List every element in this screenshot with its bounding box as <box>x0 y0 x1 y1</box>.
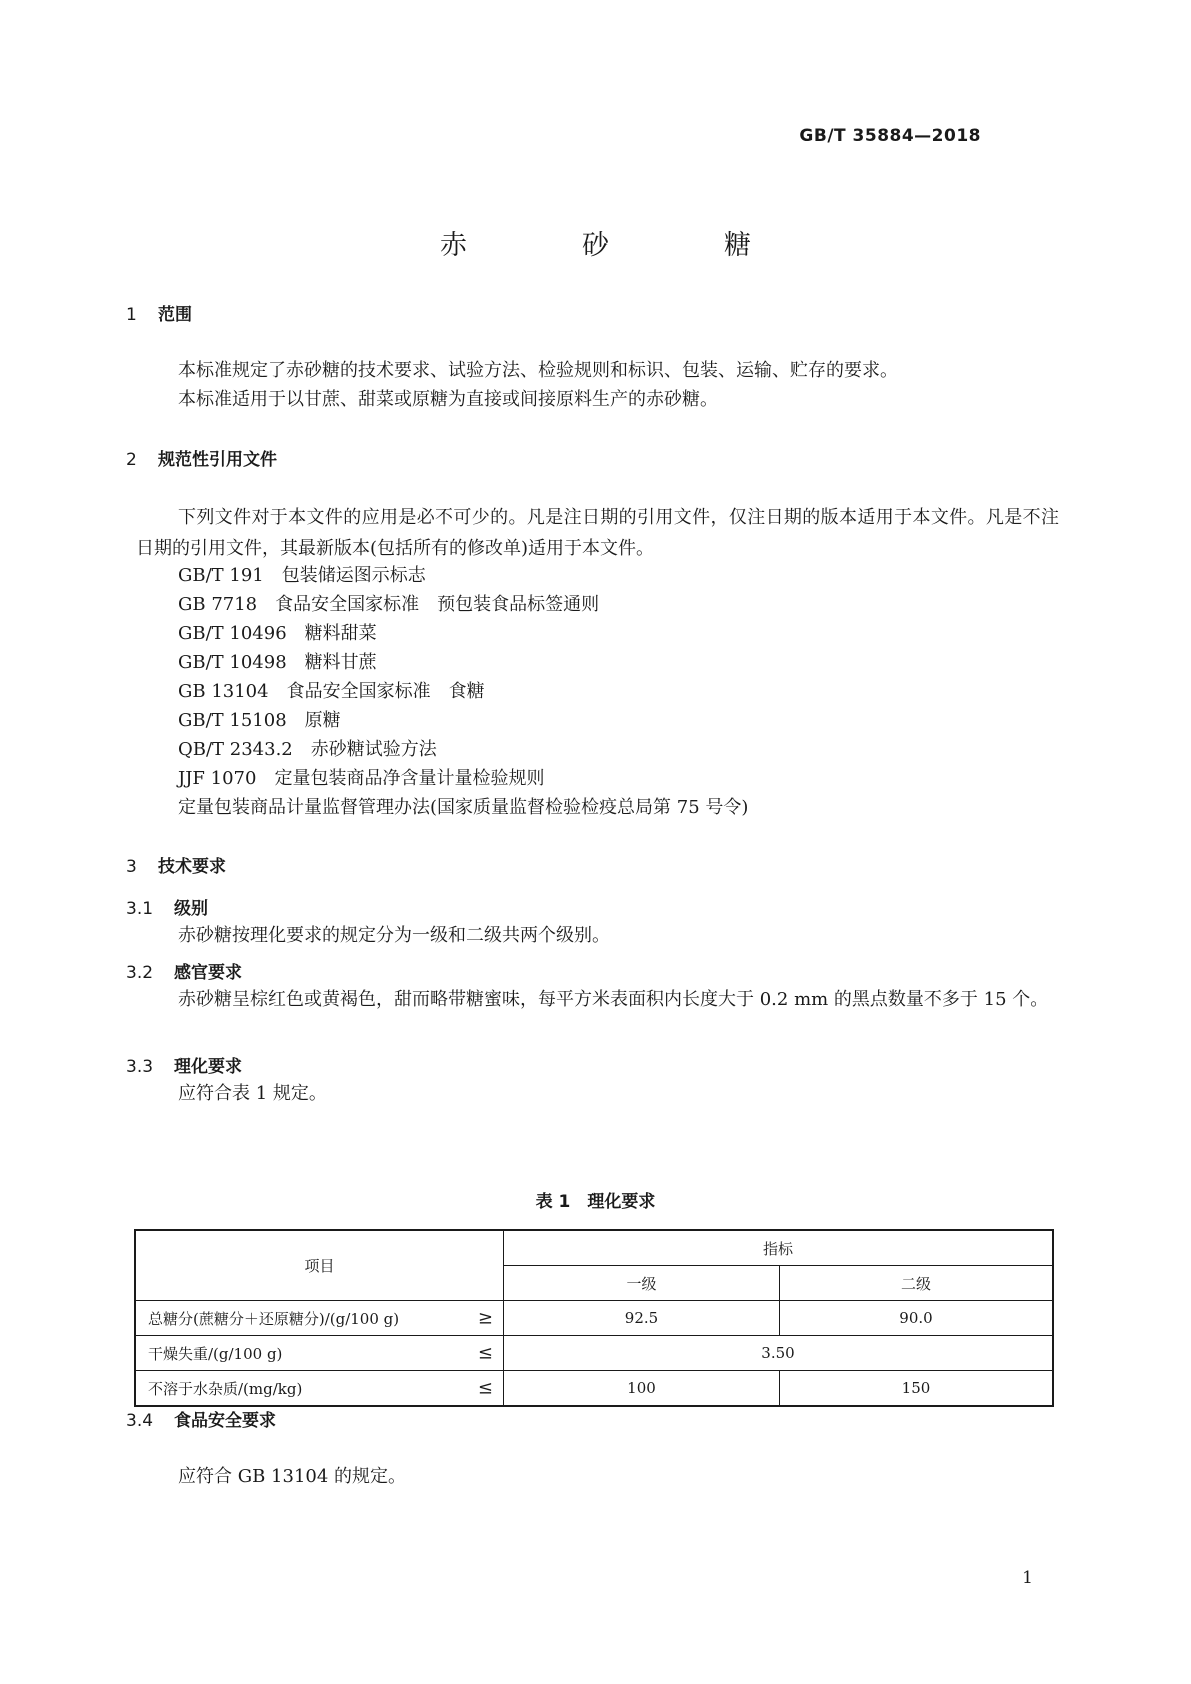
section-title: 技术要求 <box>158 857 226 877</box>
reference-item: GB 7718 食品安全国家标准 预包装食品标签通则 <box>178 594 600 615</box>
comparison-sign: ≤ <box>477 1377 493 1399</box>
header-grade-1: 一级 <box>504 1266 780 1301</box>
reference-item: GB/T 15108 原糖 <box>178 710 341 731</box>
physicochemical-table <box>134 1229 1054 1407</box>
subsection-3-1-heading <box>126 894 208 919</box>
section-number: 3.2 <box>126 963 154 983</box>
section-title: 规范性引用文件 <box>158 450 277 470</box>
row-item <box>135 1336 504 1371</box>
comparison-sign: ≥ <box>477 1307 493 1329</box>
row-item <box>135 1301 504 1336</box>
section-number: 2 <box>126 450 137 470</box>
paragraph: 赤砂糖呈棕红色或黄褐色，甜而略带糖蜜味，每平方米表面积内长度大于 0.2 mm 的黑点数量不多于 15 个。 <box>178 989 1049 1010</box>
item-label: 总糖分(蔗糖分＋还原糖分)/(g/100 g) <box>148 1309 400 1328</box>
document-title: 赤 砂 糖 <box>440 230 795 261</box>
reference-item: GB 13104 食品安全国家标准 食糖 <box>178 681 485 702</box>
reference-item: QB/T 2343.2 赤砂糖试验方法 <box>178 739 437 760</box>
comparison-sign: ≤ <box>477 1342 493 1364</box>
header-index: 指标 <box>504 1230 1054 1266</box>
item-label: 干燥失重/(g/100 g) <box>148 1344 283 1363</box>
paragraph: 应符合 GB 13104 的规定。 <box>178 1466 407 1487</box>
section-title: 食品安全要求 <box>174 1411 276 1431</box>
item-label: 不溶于水杂质/(mg/kg) <box>148 1379 303 1398</box>
section-number: 1 <box>126 305 137 325</box>
header-grade-2: 二级 <box>780 1266 1054 1301</box>
section-number: 3.1 <box>126 899 154 919</box>
table-row <box>135 1336 1053 1371</box>
section-number: 3.3 <box>126 1057 154 1077</box>
cell-grade-2: 150 <box>780 1371 1054 1407</box>
section-title: 级别 <box>174 899 208 919</box>
subsection-3-2-heading <box>126 958 242 983</box>
section-number: 3 <box>126 857 137 877</box>
section-1-heading <box>126 300 192 325</box>
section-title: 感官要求 <box>174 963 242 983</box>
section-title: 范围 <box>158 305 192 325</box>
reference-item: JJF 1070 定量包装商品净含量计量检验规则 <box>178 768 545 789</box>
page-number: 1 <box>1022 1568 1033 1588</box>
table-header-row <box>135 1230 1053 1266</box>
header-item: 项目 <box>135 1230 504 1301</box>
reference-item: 定量包装商品计量监督管理办法(国家质量监督检验检疫总局第 75 号令) <box>178 797 749 818</box>
table-row <box>135 1371 1053 1407</box>
paragraph: 本标准适用于以甘蔗、甜菜或原糖为直接或间接原料生产的赤砂糖。 <box>178 389 718 410</box>
cell-grade-2: 90.0 <box>780 1301 1054 1336</box>
cell-both-grades: 3.50 <box>504 1336 1054 1371</box>
section-3-heading <box>126 852 226 877</box>
paragraph: 下列文件对于本文件的应用是必不可少的。凡是注日期的引用文件，仅注日期的版本适用于本文件。凡是不注日期的引用文件，其最新版本(包括所有的修改单)适用于本文件。 <box>136 507 1059 559</box>
table-caption: 表 1 理化要求 <box>535 1192 656 1212</box>
section-number: 3.4 <box>126 1411 154 1431</box>
cell-grade-1: 100 <box>504 1371 780 1407</box>
table-row <box>135 1301 1053 1336</box>
cell-grade-1: 92.5 <box>504 1301 780 1336</box>
subsection-3-4-heading <box>126 1406 276 1431</box>
paragraph: 应符合表 1 规定。 <box>178 1083 327 1104</box>
section-title: 理化要求 <box>174 1057 242 1077</box>
standard-number: GB/T 35884—2018 <box>799 126 981 146</box>
subsection-3-3-heading <box>126 1052 242 1077</box>
reference-item: GB/T 10498 糖料甘蔗 <box>178 652 377 673</box>
reference-item: GB/T 10496 糖料甜菜 <box>178 623 377 644</box>
row-item <box>135 1371 504 1407</box>
paragraph: 本标准规定了赤砂糖的技术要求、试验方法、检验规则和标识、包装、运输、贮存的要求。 <box>178 360 898 381</box>
paragraph: 赤砂糖按理化要求的规定分为一级和二级共两个级别。 <box>178 925 610 946</box>
section-2-heading <box>126 445 277 470</box>
reference-item: GB/T 191 包装储运图示标志 <box>178 565 426 586</box>
